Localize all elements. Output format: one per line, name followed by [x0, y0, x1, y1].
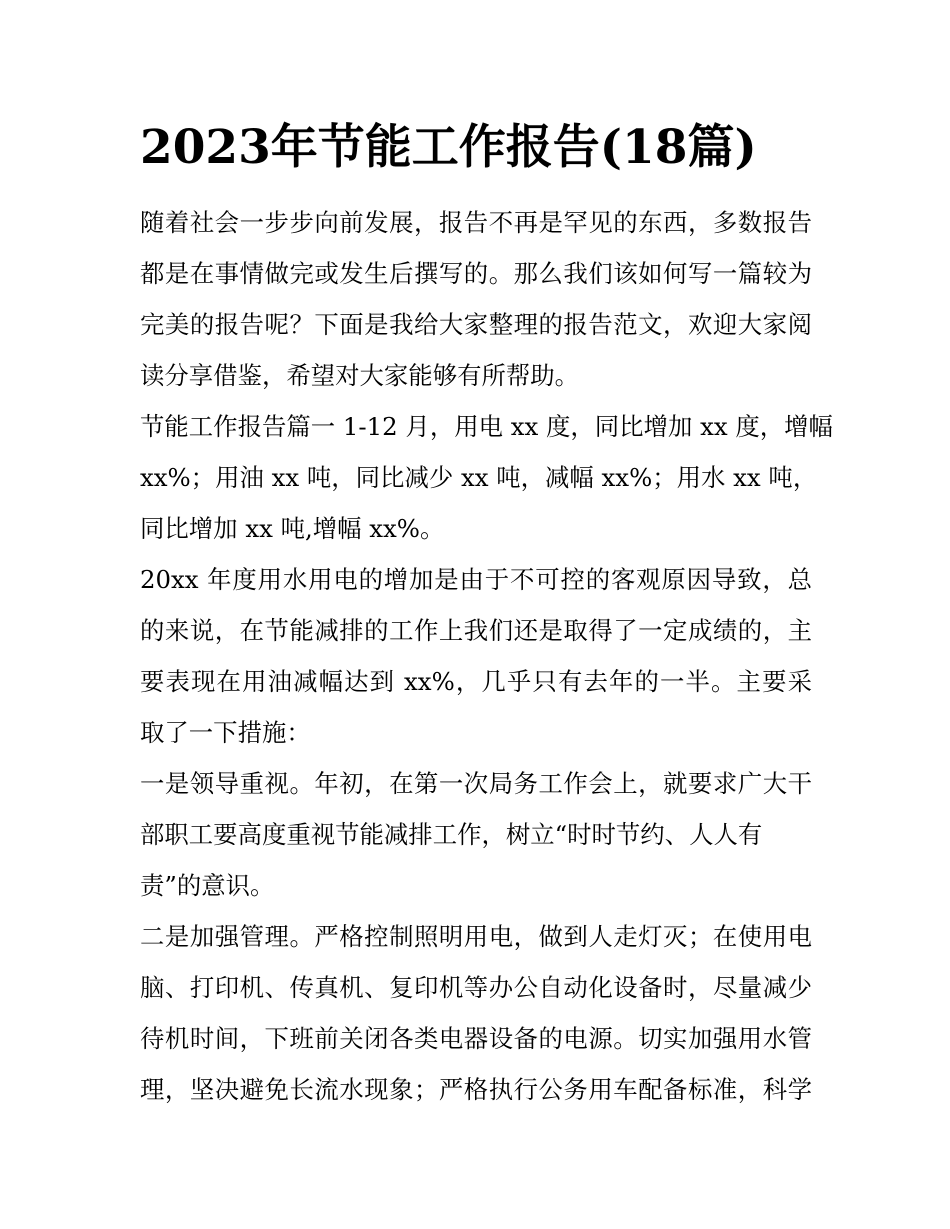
text-line: 的来说，在节能减排的工作上我们还是取得了一定成绩的，主	[140, 616, 812, 645]
text-line: 理，坚决避免长流水现象；严格执行公务用车配备标准，科学	[140, 1075, 812, 1104]
text-line: 读分享借鉴，希望对大家能够有所帮助。	[140, 361, 580, 390]
paragraph-management	[140, 911, 812, 1115]
text-line: 要表现在用油减幅达到 xx%，几乎只有去年的一半。主要采	[140, 667, 812, 696]
text-line: 随着社会一步步向前发展，报告不再是罕见的东西，多数报告	[140, 208, 812, 237]
paragraph-summary	[140, 554, 812, 758]
document-title: 2023年节能工作报告(18篇)	[140, 120, 757, 175]
text-line: 都是在事情做完或发生后撰写的。那么我们该如何写一篇较为	[140, 259, 812, 288]
text-line: 节能工作报告篇一 1-12 月，用电 xx 度，同比增加 xx 度，增幅	[140, 412, 833, 441]
text-line: 同比增加 xx 吨,增幅 xx%。	[140, 514, 445, 543]
text-line: xx%；用油 xx 吨，同比减少 xx 吨，减幅 xx%；用水 xx 吨，	[140, 463, 818, 492]
text-line: 完美的报告呢？下面是我给大家整理的报告范文，欢迎大家阅	[140, 310, 812, 339]
paragraph-intro	[140, 197, 812, 401]
document-body	[140, 197, 833, 1115]
text-line: 一是领导重视。年初，在第一次局务工作会上，就要求广大干	[140, 769, 812, 798]
text-line: 脑、打印机、传真机、复印机等办公自动化设备时，尽量减少	[140, 973, 812, 1002]
paragraph-report-one	[140, 401, 833, 554]
text-line: 待机时间，下班前关闭各类电器设备的电源。切实加强用水管	[140, 1024, 812, 1053]
text-line: 取了一下措施：	[140, 718, 311, 747]
text-line: 部职工要高度重视节能减排工作，树立“时时节约、人人有	[140, 820, 763, 849]
text-line: 20xx 年度用水用电的增加是由于不可控的客观原因导致，总	[140, 565, 812, 594]
text-line: 责”的意识。	[140, 871, 275, 900]
text-line: 二是加强管理。严格控制照明用电，做到人走灯灭；在使用电	[140, 922, 812, 951]
paragraph-leadership	[140, 758, 812, 911]
